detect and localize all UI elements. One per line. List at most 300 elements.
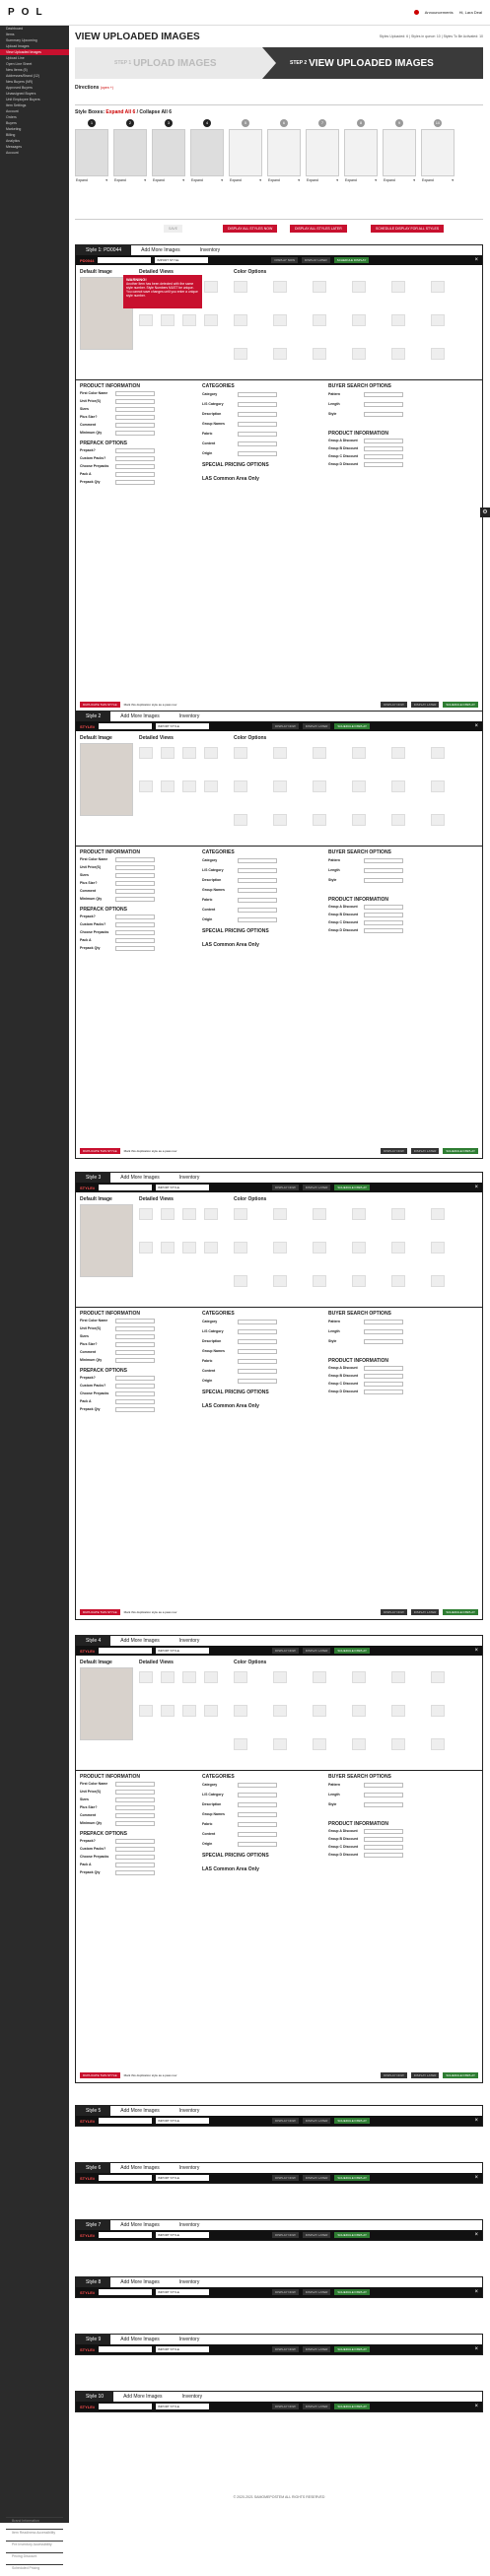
thumb-expand[interactable]: Expand ▾ <box>153 178 184 182</box>
category-select[interactable] <box>238 402 277 407</box>
category-select[interactable] <box>238 888 277 893</box>
category-select[interactable] <box>238 1369 277 1374</box>
detail-view-slot[interactable] <box>161 1242 175 1254</box>
step-upload-images[interactable]: STEP 1 UPLOAD IMAGES <box>75 47 262 79</box>
field-input[interactable] <box>115 1342 155 1347</box>
color-swatch-slot[interactable] <box>273 780 287 792</box>
thumb-expand[interactable]: Expand ▾ <box>268 178 300 182</box>
tab-style[interactable]: Style 6 <box>76 2163 110 2173</box>
display-now-button[interactable]: DISPLAY NOW <box>272 1185 299 1190</box>
schedule-display-button[interactable]: SCHEDULE DISPLAY <box>334 1648 370 1654</box>
discount-input[interactable] <box>364 446 403 451</box>
schedule-display-button[interactable]: SCHEDULE DISPLAY <box>334 2289 370 2295</box>
discount-input[interactable] <box>364 913 403 917</box>
sidebar-item[interactable]: Marketing <box>6 127 22 131</box>
close-icon[interactable]: × <box>474 2289 478 2295</box>
category-select[interactable] <box>238 858 277 863</box>
field-input[interactable] <box>115 1782 155 1787</box>
prepack-input[interactable] <box>115 480 155 485</box>
color-swatch-slot[interactable] <box>273 1705 287 1717</box>
category-select[interactable] <box>238 1812 277 1817</box>
discount-input[interactable] <box>364 1382 403 1387</box>
category-select[interactable] <box>238 451 277 456</box>
category-select[interactable] <box>238 1783 277 1788</box>
user-menu[interactable]: Hi, Lara Deal <box>458 10 482 15</box>
tab-add-images[interactable]: Add More Images <box>131 245 189 255</box>
thumb-image[interactable] <box>383 129 416 176</box>
color-swatch-slot[interactable] <box>391 1208 405 1220</box>
color-swatch-slot[interactable] <box>273 314 287 326</box>
detail-view-slot[interactable] <box>139 747 153 759</box>
detail-view-slot[interactable] <box>204 747 218 759</box>
color-swatch-slot[interactable] <box>234 814 247 826</box>
tab-add-images[interactable]: Add More Images <box>110 712 169 721</box>
import-style-select[interactable]: IMPORT STYLE <box>156 2175 209 2181</box>
display-now-button[interactable]: DISPLAY NOW <box>272 2175 299 2181</box>
discount-input[interactable] <box>364 454 403 459</box>
color-swatch-slot[interactable] <box>391 780 405 792</box>
color-swatch-slot[interactable] <box>431 348 445 360</box>
color-swatch-slot[interactable] <box>391 814 405 826</box>
notification-icon[interactable] <box>414 10 419 15</box>
sidebar-item[interactable]: Account <box>6 151 19 155</box>
detail-view-slot[interactable] <box>161 314 175 326</box>
color-swatch-slot[interactable] <box>273 747 287 759</box>
detail-view-slot[interactable] <box>161 747 175 759</box>
thumb-expand[interactable]: Expand ▾ <box>345 178 377 182</box>
category-select[interactable] <box>238 422 277 427</box>
display-later-button[interactable]: DISPLAY LATER <box>303 1185 331 1190</box>
apply-all-checkbox[interactable]: Mark this duplication style as a pass row <box>123 1149 177 1153</box>
display-now-button[interactable]: DISPLAY NOW <box>272 2289 299 2295</box>
announcements-link[interactable]: Announcements <box>424 10 454 15</box>
schedule-display-button[interactable]: SCHEDULE DISPLAY <box>334 723 370 729</box>
prepack-input[interactable] <box>115 1839 155 1844</box>
detail-view-slot[interactable] <box>139 1242 153 1254</box>
color-swatch-slot[interactable] <box>391 1671 405 1683</box>
display-all-now-button[interactable]: DISPLAY ALL STYLES NOW <box>223 225 277 233</box>
thumb-image[interactable] <box>152 129 185 176</box>
color-swatch-slot[interactable] <box>234 1738 247 1750</box>
sidebar-bottom-item[interactable]: Pricing Discount <box>6 2552 63 2564</box>
style-number-input[interactable] <box>99 2118 152 2124</box>
color-swatch-slot[interactable] <box>352 314 366 326</box>
style-thumb[interactable] <box>267 119 301 182</box>
prepack-input[interactable] <box>115 930 155 935</box>
discount-input[interactable] <box>364 920 403 925</box>
thumb-image[interactable] <box>267 129 301 176</box>
discount-input[interactable] <box>364 1390 403 1394</box>
field-input[interactable] <box>115 881 155 886</box>
color-swatch-slot[interactable] <box>391 281 405 293</box>
style-number-input[interactable] <box>98 257 151 263</box>
tab-inventory[interactable]: Inventory <box>190 245 231 255</box>
thumb-expand[interactable]: Expand ▾ <box>191 178 223 182</box>
settings-gear-icon[interactable]: ⚙ <box>480 508 490 517</box>
schedule-display-button[interactable]: SCHEDULE DISPLAY <box>334 2118 370 2124</box>
thumb-expand[interactable]: Expand ▾ <box>422 178 454 182</box>
prepack-input[interactable] <box>115 472 155 477</box>
category-select[interactable] <box>238 1832 277 1837</box>
prepack-input[interactable] <box>115 1870 155 1875</box>
detail-view-slot[interactable] <box>204 281 218 293</box>
display-later-button[interactable]: DISPLAY LATER <box>411 1148 440 1154</box>
color-swatch-slot[interactable] <box>431 281 445 293</box>
style-number-input[interactable] <box>99 2404 152 2409</box>
detail-view-slot[interactable] <box>204 1208 218 1220</box>
buyer-search-select[interactable] <box>364 402 403 407</box>
discount-input[interactable] <box>364 462 403 467</box>
tab-inventory[interactable]: Inventory <box>170 1173 210 1183</box>
prepack-input[interactable] <box>115 448 155 453</box>
detail-view-slot[interactable] <box>161 1671 175 1683</box>
category-select[interactable] <box>238 1359 277 1364</box>
tab-add-images[interactable]: Add More Images <box>110 1173 169 1183</box>
color-swatch-slot[interactable] <box>234 1242 247 1254</box>
style-number-input[interactable] <box>99 1648 152 1654</box>
category-select[interactable] <box>238 441 277 446</box>
style-thumb[interactable] <box>383 119 416 182</box>
color-swatch-slot[interactable] <box>313 814 326 826</box>
schedule-display-button[interactable]: SCHEDULE DISPLAY <box>334 2404 370 2409</box>
prepack-input[interactable] <box>115 915 155 919</box>
color-swatch-slot[interactable] <box>313 780 326 792</box>
schedule-display-button[interactable]: SCHEDULE DISPLAY <box>443 2072 478 2078</box>
import-style-select[interactable]: IMPORT STYLE <box>156 1648 209 1654</box>
discount-input[interactable] <box>364 905 403 910</box>
thumb-image[interactable] <box>421 129 455 176</box>
field-input[interactable] <box>115 399 155 404</box>
tab-inventory[interactable]: Inventory <box>170 2335 210 2344</box>
category-select[interactable] <box>238 1802 277 1807</box>
style-number-input[interactable] <box>99 2346 152 2352</box>
sidebar-bottom-item[interactable]: Pre Inventory Accessibility <box>6 2541 63 2552</box>
directions[interactable]: Directions (open +) <box>75 85 113 91</box>
field-input[interactable] <box>115 423 155 428</box>
import-style-select[interactable]: IMPORT STYLE <box>156 2232 209 2238</box>
import-style-select[interactable]: IMPORT STYLE <box>156 2289 209 2295</box>
discount-input[interactable] <box>364 1837 403 1842</box>
color-swatch-slot[interactable] <box>273 1208 287 1220</box>
prepack-input[interactable] <box>115 456 155 461</box>
field-input[interactable] <box>115 1813 155 1818</box>
detail-view-slot[interactable] <box>182 747 196 759</box>
sidebar-item[interactable]: Messages <box>6 145 22 149</box>
prepack-input[interactable] <box>115 1847 155 1852</box>
field-input[interactable] <box>115 857 155 862</box>
field-input[interactable] <box>115 391 155 396</box>
color-swatch-slot[interactable] <box>391 1705 405 1717</box>
display-later-button[interactable]: DISPLAY LATER <box>303 2232 331 2238</box>
prepack-input[interactable] <box>115 1863 155 1867</box>
display-later-button[interactable]: DISPLAY LATER <box>303 2346 331 2352</box>
category-select[interactable] <box>238 1349 277 1354</box>
detail-view-slot[interactable] <box>182 1705 196 1717</box>
tab-inventory[interactable]: Inventory <box>170 2220 210 2230</box>
style-thumb[interactable] <box>75 119 108 182</box>
collapse-all-link[interactable]: Collapse All 6 <box>139 109 173 115</box>
prepack-input[interactable] <box>115 1391 155 1396</box>
color-swatch-slot[interactable] <box>431 1705 445 1717</box>
color-swatch-slot[interactable] <box>391 1738 405 1750</box>
color-swatch-slot[interactable] <box>431 1738 445 1750</box>
color-swatch-slot[interactable] <box>352 747 366 759</box>
duplicate-style-button[interactable]: DUPLICATE THIS STYLE <box>80 2072 120 2078</box>
field-input[interactable] <box>115 407 155 412</box>
display-later-button[interactable]: DISPLAY LATER <box>303 2289 331 2295</box>
display-now-button[interactable]: DISPLAY NOW <box>381 702 407 708</box>
schedule-display-button[interactable]: SCHEDULE DISPLAY <box>334 2232 370 2238</box>
field-input[interactable] <box>115 873 155 878</box>
sidebar-item[interactable]: Orders <box>6 115 17 119</box>
display-later-button[interactable]: DISPLAY LATER <box>411 1609 440 1615</box>
default-image[interactable] <box>80 1667 133 1740</box>
buyer-search-select[interactable] <box>364 392 403 397</box>
tab-add-images[interactable]: Add More Images <box>110 2220 169 2230</box>
color-swatch-slot[interactable] <box>234 314 247 326</box>
color-swatch-slot[interactable] <box>352 1242 366 1254</box>
display-later-button[interactable]: DISPLAY LATER <box>411 2072 440 2078</box>
color-swatch-slot[interactable] <box>234 1705 247 1717</box>
thumb-expand[interactable]: Expand ▾ <box>76 178 107 182</box>
display-later-button[interactable]: DISPLAY LATER <box>303 1648 331 1654</box>
color-swatch-slot[interactable] <box>391 314 405 326</box>
color-swatch-slot[interactable] <box>431 314 445 326</box>
buyer-search-select[interactable] <box>364 1802 403 1807</box>
sidebar-item[interactable]: Analytics <box>6 139 21 143</box>
import-style-select[interactable]: IMPORT STYLE <box>156 2118 209 2124</box>
field-input[interactable] <box>115 1319 155 1323</box>
sidebar-item[interactable]: New Items (5) <box>6 68 28 72</box>
prepack-input[interactable] <box>115 938 155 943</box>
tab-style[interactable]: Style 3 <box>76 1173 110 1183</box>
field-input[interactable] <box>115 1326 155 1331</box>
color-swatch-slot[interactable] <box>234 747 247 759</box>
duplicate-style-button[interactable]: DUPLICATE THIS STYLE <box>80 1148 120 1154</box>
color-swatch-slot[interactable] <box>234 1208 247 1220</box>
schedule-display-button[interactable]: SCHEDULE DISPLAY <box>443 1148 478 1154</box>
display-later-button[interactable]: DISPLAY LATER <box>303 2118 331 2124</box>
prepack-input[interactable] <box>115 922 155 927</box>
display-later-button[interactable]: DISPLAY LATER <box>303 723 331 729</box>
display-now-button[interactable]: DISPLAY NOW <box>272 2404 299 2409</box>
color-swatch-slot[interactable] <box>352 1705 366 1717</box>
tab-style[interactable]: Style 10 <box>76 2392 113 2402</box>
color-swatch-slot[interactable] <box>234 281 247 293</box>
schedule-display-button[interactable]: SCHEDULE DISPLAY <box>334 2175 370 2181</box>
sidebar-item[interactable]: Account <box>6 109 19 113</box>
field-input[interactable] <box>115 1790 155 1795</box>
buyer-search-select[interactable] <box>364 1793 403 1797</box>
style-thumb[interactable] <box>152 119 185 182</box>
style-thumb[interactable] <box>344 119 378 182</box>
discount-input[interactable] <box>364 439 403 443</box>
category-select[interactable] <box>238 1793 277 1797</box>
tab-inventory[interactable]: Inventory <box>170 1636 210 1646</box>
tab-style[interactable]: Style 7 <box>76 2220 110 2230</box>
discount-input[interactable] <box>364 1845 403 1850</box>
display-now-button[interactable]: DISPLAY NOW <box>381 1609 407 1615</box>
apply-all-checkbox[interactable]: Mark this duplication style as a pass row <box>123 703 177 707</box>
category-select[interactable] <box>238 412 277 417</box>
close-icon[interactable]: × <box>474 257 478 263</box>
category-select[interactable] <box>238 908 277 913</box>
sidebar-item[interactable]: Item Settings <box>6 103 27 107</box>
color-swatch-slot[interactable] <box>234 1275 247 1287</box>
detail-view-slot[interactable] <box>182 1208 196 1220</box>
tab-inventory[interactable]: Inventory <box>170 2106 210 2116</box>
detail-view-slot[interactable] <box>204 1671 218 1683</box>
color-swatch-slot[interactable] <box>313 747 326 759</box>
sidebar-bottom-item[interactable]: Brand Information <box>6 2517 63 2529</box>
detail-view-slot[interactable] <box>161 780 175 792</box>
sidebar-item[interactable]: Dashboard <box>6 27 24 31</box>
prepack-input[interactable] <box>115 1376 155 1381</box>
schedule-display-button[interactable]: SCHEDULE DISPLAY <box>443 702 478 708</box>
sidebar-bottom-item[interactable]: Item Readiness Accessibility <box>6 2529 63 2541</box>
prepack-input[interactable] <box>115 1855 155 1860</box>
sidebar-item[interactable]: Billing <box>6 133 16 137</box>
save-button[interactable]: SAVE <box>164 225 182 233</box>
sidebar-item[interactable]: Items <box>6 33 15 36</box>
detail-view-slot[interactable] <box>182 314 196 326</box>
duplicate-style-button[interactable]: DUPLICATE THIS STYLE <box>80 1609 120 1615</box>
category-select[interactable] <box>238 878 277 883</box>
color-swatch-slot[interactable] <box>273 1738 287 1750</box>
close-icon[interactable]: × <box>474 1648 478 1654</box>
prepack-input[interactable] <box>115 1399 155 1404</box>
color-swatch-slot[interactable] <box>234 1671 247 1683</box>
thumb-image[interactable] <box>344 129 378 176</box>
thumb-expand[interactable]: Expand ▾ <box>307 178 338 182</box>
detail-view-slot[interactable] <box>182 1671 196 1683</box>
color-swatch-slot[interactable] <box>431 1275 445 1287</box>
detail-view-slot[interactable] <box>139 1671 153 1683</box>
detail-view-slot[interactable] <box>139 1208 153 1220</box>
color-swatch-slot[interactable] <box>273 1242 287 1254</box>
color-swatch-slot[interactable] <box>313 1705 326 1717</box>
thumb-expand[interactable]: Expand ▾ <box>230 178 261 182</box>
color-swatch-slot[interactable] <box>391 747 405 759</box>
display-now-button[interactable]: DISPLAY NOW <box>272 1648 299 1654</box>
style-thumb[interactable] <box>190 119 224 182</box>
sidebar-item[interactable]: Upload Images <box>6 44 30 48</box>
detail-view-slot[interactable] <box>161 1208 175 1220</box>
display-now-button[interactable]: DISPLAY NOW <box>271 257 298 263</box>
tab-add-images[interactable]: Add More Images <box>110 2106 169 2116</box>
color-swatch-slot[interactable] <box>313 348 326 360</box>
color-swatch-slot[interactable] <box>352 1275 366 1287</box>
import-style-select[interactable]: IMPORT STYLE <box>156 1185 209 1190</box>
tab-style[interactable]: Style 9 <box>76 2335 110 2344</box>
color-swatch-slot[interactable] <box>431 780 445 792</box>
prepack-input[interactable] <box>115 1407 155 1412</box>
field-input[interactable] <box>115 431 155 436</box>
sidebar-item[interactable]: Unassigned Buyers <box>6 92 36 96</box>
sidebar-item[interactable]: View Uploaded Images <box>0 49 69 55</box>
buyer-search-select[interactable] <box>364 878 403 883</box>
display-later-button[interactable]: DISPLAY LATER <box>302 257 330 263</box>
expand-all-link[interactable]: Expand All 6 <box>105 109 136 115</box>
color-swatch-slot[interactable] <box>273 1275 287 1287</box>
display-now-button[interactable]: DISPLAY NOW <box>272 2232 299 2238</box>
color-swatch-slot[interactable] <box>313 281 326 293</box>
display-now-button[interactable]: DISPLAY NOW <box>272 2118 299 2124</box>
detail-view-slot[interactable] <box>139 1705 153 1717</box>
style-number-input[interactable] <box>99 1185 152 1190</box>
field-input[interactable] <box>115 865 155 870</box>
close-icon[interactable]: × <box>474 2232 478 2238</box>
color-swatch-slot[interactable] <box>234 780 247 792</box>
style-number-input[interactable] <box>99 2289 152 2295</box>
color-swatch-slot[interactable] <box>234 348 247 360</box>
color-swatch-slot[interactable] <box>431 1208 445 1220</box>
import-style-select[interactable]: IMPORT STYLE <box>155 257 208 263</box>
display-later-button[interactable]: DISPLAY LATER <box>303 2404 331 2409</box>
detail-view-slot[interactable] <box>139 314 153 326</box>
color-swatch-slot[interactable] <box>273 348 287 360</box>
style-number-input[interactable] <box>99 2175 152 2181</box>
style-number-input[interactable] <box>99 2232 152 2238</box>
thumb-image[interactable] <box>306 129 339 176</box>
color-swatch-slot[interactable] <box>431 1671 445 1683</box>
close-icon[interactable]: × <box>474 723 478 729</box>
sidebar-item[interactable]: Summary Upcoming <box>6 38 37 42</box>
color-swatch-slot[interactable] <box>313 1275 326 1287</box>
duplicate-style-button[interactable]: DUPLICATE THIS STYLE <box>80 702 120 708</box>
style-thumb[interactable] <box>113 119 147 182</box>
category-select[interactable] <box>238 868 277 873</box>
field-input[interactable] <box>115 1350 155 1355</box>
buyer-search-select[interactable] <box>364 1339 403 1344</box>
tab-style[interactable]: Style 1: PD0044 <box>76 245 131 255</box>
color-swatch-slot[interactable] <box>391 1242 405 1254</box>
schedule-display-button[interactable]: SCHEDULE DISPLAY <box>334 257 370 263</box>
color-swatch-slot[interactable] <box>273 814 287 826</box>
tab-add-images[interactable]: Add More Images <box>110 2335 169 2344</box>
color-swatch-slot[interactable] <box>352 281 366 293</box>
color-swatch-slot[interactable] <box>431 747 445 759</box>
sidebar-item[interactable]: Unit Employee Buyers <box>6 98 40 102</box>
field-input[interactable] <box>115 1358 155 1363</box>
tab-style[interactable]: Style 4 <box>76 1636 110 1646</box>
detail-view-slot[interactable] <box>204 314 218 326</box>
detail-view-slot[interactable] <box>204 1242 218 1254</box>
tab-style[interactable]: Style 5 <box>76 2106 110 2116</box>
color-swatch-slot[interactable] <box>352 814 366 826</box>
thumb-image[interactable] <box>190 129 224 176</box>
sidebar-bottom-item[interactable]: Scheduled Pricing <box>6 2564 63 2576</box>
close-icon[interactable]: × <box>474 2404 478 2409</box>
field-input[interactable] <box>115 897 155 902</box>
category-select[interactable] <box>238 1339 277 1344</box>
prepack-input[interactable] <box>115 464 155 469</box>
sidebar-item[interactable]: Buyers <box>6 121 17 125</box>
color-swatch-slot[interactable] <box>391 348 405 360</box>
category-select[interactable] <box>238 917 277 922</box>
category-select[interactable] <box>238 1842 277 1847</box>
display-all-later-button[interactable]: DISPLAY ALL STYLES LATER <box>290 225 347 233</box>
category-select[interactable] <box>238 1329 277 1334</box>
thumb-image[interactable] <box>229 129 262 176</box>
display-now-button[interactable]: DISPLAY NOW <box>272 2346 299 2352</box>
display-later-button[interactable]: DISPLAY LATER <box>303 2175 331 2181</box>
buyer-search-select[interactable] <box>364 1320 403 1324</box>
display-now-button[interactable]: DISPLAY NOW <box>272 723 299 729</box>
sidebar-item[interactable]: Upload Line <box>6 56 25 60</box>
style-thumb[interactable] <box>229 119 262 182</box>
tab-inventory[interactable]: Inventory <box>170 2277 210 2287</box>
